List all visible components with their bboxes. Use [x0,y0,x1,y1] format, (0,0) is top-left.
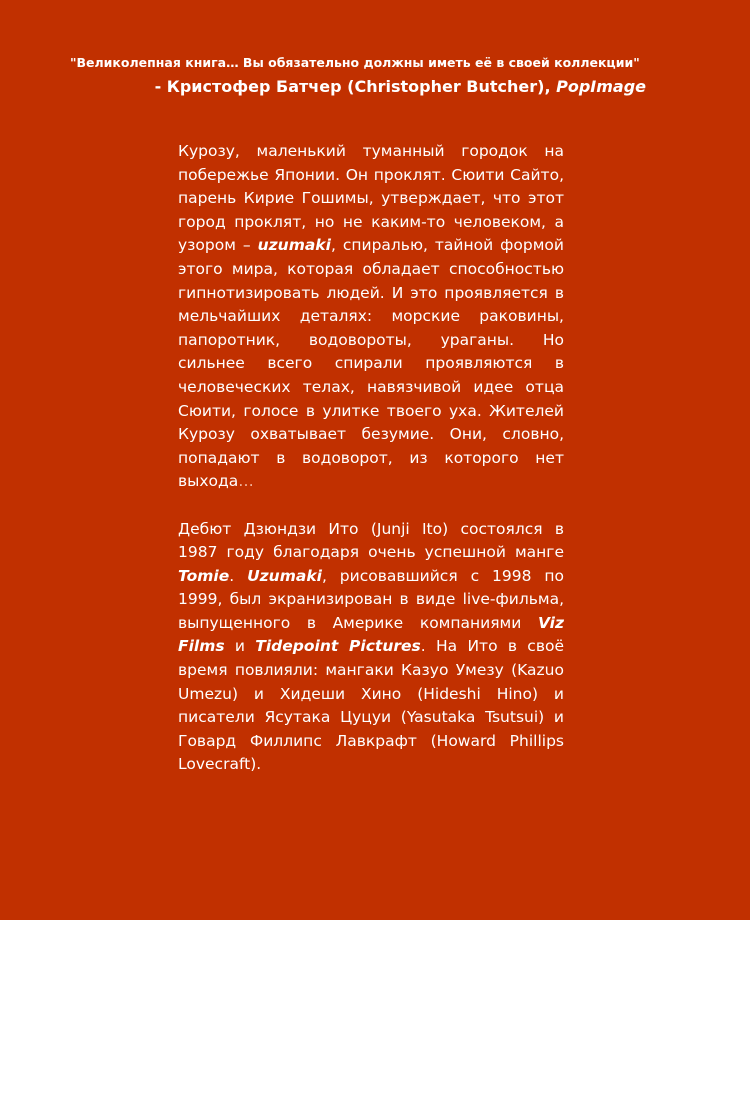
bio-and-word: и [224,637,256,656]
synopsis-text-rest: , спиралью, тайной формой этого мира, которая обладает способностью гипнотизировать людей. И это проявляется в мельчайших деталях: морские раковины, папоротник, водовороты, ураганы. Но сильнее всего спирали проявляются в человеческих телах, навязчивой идее отца Сюити, голосе в улитке твоего уха. Жителей Курозу охватывает безумие. Они, словно, попадают в водоворот, из которого нет выхода [178,236,564,491]
review-quote: "Великолепная книга… Вы обязательно должны иметь её в своей коллекции" [70,55,640,70]
synopsis-ellipsis: … [238,472,254,491]
synopsis-text-start: Курозу, маленький туманный городок на побережье Японии. Он проклят. Сюити Сайто, парень Кирие Гошимы, утверждает, что этот город проклят, но не каким-то человеком, а узором – [178,142,564,255]
bio-text-middle: , рисовавшийся с 1998 по 1999, был экранизирован в виде live-фильма, выпущенного в Америке компаниями [178,566,564,632]
author-bio-paragraph [178,518,564,778]
bio-company-viz-films: Viz Films [178,613,564,656]
back-cover-text [178,140,564,777]
bio-company-tidepoint: Tidepoint Pictures [255,637,421,656]
synopsis-paragraph [178,140,564,494]
bio-text-end: . На Ито в своё время повлияли: мангаки Казуо Умезу (Kazuo Umezu) и Хидеши Хино (Hideshi Hino) и писатели Ясутака Цуцуи (Yasutaka Tsutsui) и Говард Филлипс Лавкрафт (Howard Phillips Lovecraft). [178,637,564,774]
synopsis-term-uzumaki: uzumaki [257,236,331,255]
quote-attribution [155,77,646,97]
attribution-author: - Кристофер Батчер (Christopher Butcher), [154,77,557,96]
bio-text-start: Дебют Дзюндзи Ито (Junji Ito) состоялся в 1987 году благодаря очень успешной манге [178,519,564,562]
bio-separator: . [229,566,248,585]
attribution-publication: PopImage [556,77,646,96]
bio-title-tomie: Tomie [178,566,230,585]
bio-title-uzumaki: Uzumaki [247,566,322,585]
